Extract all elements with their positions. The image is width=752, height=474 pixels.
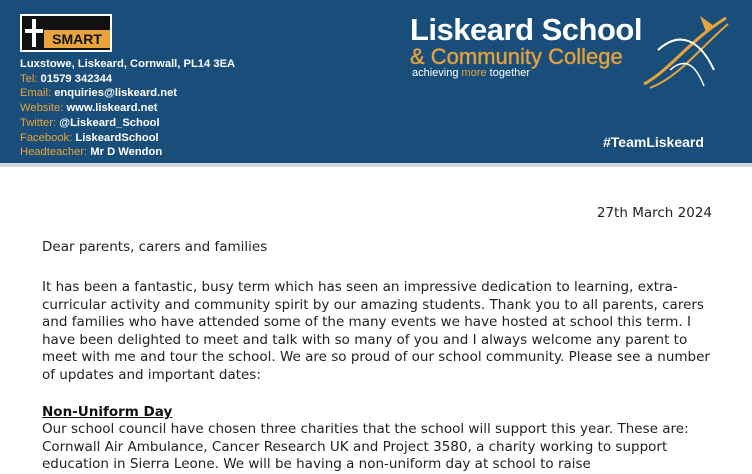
contact-twitter: Twitter: @Liskeard_School: [20, 116, 160, 129]
contact-block: [20, 57, 235, 160]
school-crest-swoosh-icon: [640, 10, 732, 92]
address: Luxstowe, Liskeard, Cornwall, PL14 3EA: [20, 58, 236, 70]
school-name: Liskeard School: [410, 12, 642, 47]
contact-facebook: Facebook: LiskeardSchool: [20, 131, 159, 144]
contact-email: Email: enquiries@liskeard.net: [20, 87, 178, 100]
smart-badge-text: SMART: [44, 30, 110, 48]
letterhead-banner: [0, 0, 752, 167]
letter-date: 27th March 2024: [596, 205, 712, 221]
school-subtitle: & Community College: [410, 44, 623, 69]
non-uniform-paragraph: Our school council have chosen three charities that the school will support this year. These are: Cornwall Air Ambulance, Cancer Research UK and Project 3580, a charity working to support education in Sierra Leone. We will be having a non-uniform day at school to raise: [42, 421, 689, 472]
contact-website: Website: www.liskeard.net: [20, 102, 158, 115]
letter-greeting: Dear parents, carers and families: [42, 239, 268, 255]
intro-paragraph: It has been a fantastic, busy term which has seen an impressive dedication to learning, extra-curricular activity and community spirit by our amazing students. Thank you to all parents, carers and families who have attended some of the many events we have hosted at school this term. I have been delighted to meet and talk with so many of you and I always welcome any parent to meet with me and tour the school. We are so proud of our school community. Please see a number of updates and important dates:: [42, 279, 710, 383]
tagline: achieving more together: [412, 67, 531, 79]
section-heading-non-uniform-day: Non-Uniform Day: [42, 404, 173, 420]
smart-logo: [20, 14, 112, 52]
contact-headteacher: Headteacher: Mr D Wendon: [20, 146, 163, 159]
contact-tel: Tel: 01579 342344: [20, 72, 113, 85]
cross-icon: [24, 18, 44, 48]
team-hashtag: #TeamLiskeard: [603, 134, 704, 150]
